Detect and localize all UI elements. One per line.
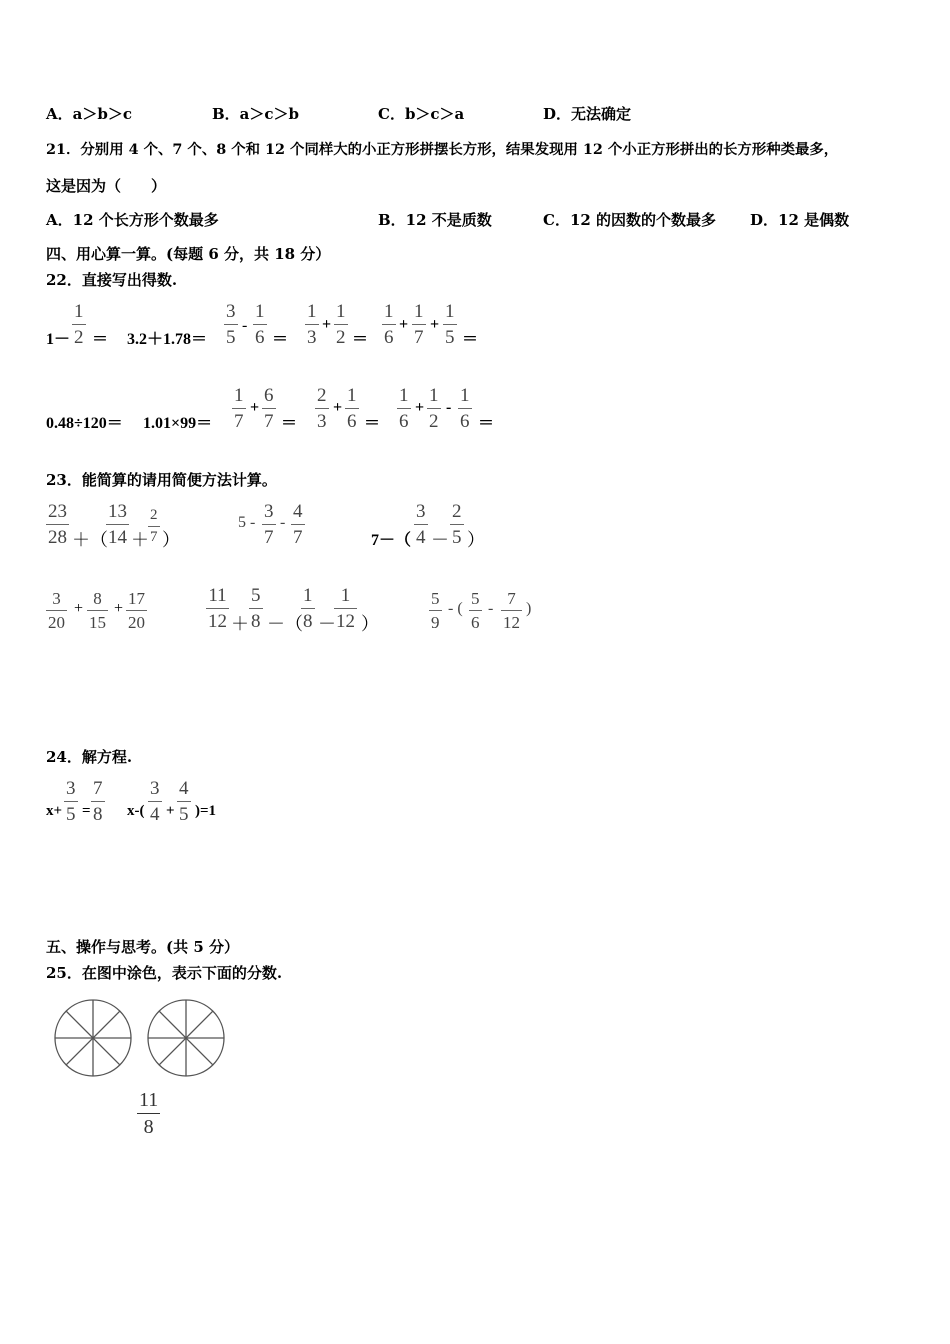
fraction: 4 5 — [179, 778, 189, 825]
fraction: 5 6 — [471, 589, 480, 632]
section-5-heading: 五、操作与思考。(共 5 分） — [46, 938, 239, 956]
fraction: 2 3 — [317, 385, 327, 432]
q25-title: 25．在图中涂色，表示下面的分数. — [46, 964, 283, 982]
q23-op: ） — [467, 530, 485, 550]
q22-op: - — [446, 399, 452, 416]
fraction: 1 6 — [460, 385, 470, 432]
q23-op: - ( — [448, 600, 463, 617]
q25-fraction: 11 8 — [139, 1089, 159, 1138]
q20-option-d: D．无法确定 — [543, 105, 632, 123]
fraction: 1 6 — [347, 385, 357, 432]
fraction: 3 4 — [150, 778, 160, 825]
q23-op: 5 - — [238, 514, 256, 531]
fraction: 1 6 — [384, 301, 394, 348]
fraction: 5 8 — [251, 585, 261, 632]
fraction: 3 5 — [66, 778, 76, 825]
q21-question-line2: 这是因为（ ） — [46, 177, 167, 195]
q23-op: ＋（ — [72, 530, 108, 550]
q22-op: + — [322, 316, 332, 333]
q22-op: ＝ — [272, 331, 289, 348]
fraction: 1 7 — [414, 301, 424, 348]
fraction: 8 15 — [89, 589, 106, 632]
fraction: 11 12 — [208, 585, 227, 632]
fraction: 1 3 — [307, 301, 317, 348]
q25-circles-diagram — [50, 996, 240, 1080]
q24-op: )=1 — [195, 803, 217, 819]
q20-option-a: A．a＞b＞c — [46, 105, 132, 123]
fraction: 6 7 — [264, 385, 274, 432]
fraction: 1 8 — [303, 585, 313, 632]
circle-eighths-1[interactable] — [55, 1000, 131, 1076]
q24-title: 24．解方程. — [46, 748, 133, 766]
q22-expr: 1.01×99＝ — [143, 415, 213, 432]
fraction: 1 7 — [234, 385, 244, 432]
q22-op: + — [250, 399, 260, 416]
fraction: 1 2 — [429, 385, 439, 432]
q23-op: － — [431, 530, 449, 550]
q20-option-c: C．b＞c＞a — [378, 105, 465, 123]
q22-op: + — [430, 316, 440, 333]
q21-question-line1: 21．分别用 4 个、7 个、8 个和 12 个同样大的小正方形拼摆长方形，结果发现用 12 个小正方形拼出的长方形种类最多， — [46, 141, 839, 158]
circle-eighths-2[interactable] — [148, 1000, 224, 1076]
q23-op: ） — [162, 530, 180, 550]
q23-title: 23．能简算的请用简便方法计算。 — [46, 471, 277, 489]
q24-op: x-( — [127, 803, 145, 819]
q20-option-b: B．a＞c＞b — [212, 105, 300, 123]
q22-expr: 0.48÷120＝ — [46, 415, 123, 432]
fraction: 5 9 — [431, 589, 440, 632]
fraction: 3 4 — [416, 501, 426, 548]
q23-op: ) — [526, 600, 532, 617]
q21-option-a: A．12 个长方形个数最多 — [46, 211, 219, 229]
fraction: 1 12 — [336, 585, 355, 632]
q24-op: x+ — [46, 803, 63, 819]
q22-op: ＝ — [352, 331, 369, 348]
q23-op: － — [318, 614, 336, 634]
q23-op: 7－（ — [371, 532, 412, 549]
q22-expr: 3.2＋1.78＝ — [127, 331, 208, 348]
section-4-heading: 四、用心算一算。(每题 6 分，共 18 分） — [46, 245, 331, 263]
q22-op: + — [415, 399, 425, 416]
fraction: 1 2 — [74, 301, 84, 348]
q22-op: ＝ — [92, 331, 109, 348]
fraction: 3 20 — [48, 589, 65, 632]
q23-op: - — [488, 600, 494, 617]
fraction: 13 14 — [108, 501, 127, 548]
fraction: 2 7 — [150, 507, 158, 545]
fraction: 7 12 — [503, 589, 520, 632]
q24-op: + — [166, 803, 175, 819]
fraction: 17 20 — [128, 589, 145, 632]
q23-op: - — [280, 514, 286, 531]
q22-op: ＝ — [478, 415, 495, 432]
q24-op: = — [82, 803, 91, 819]
q22-op: ＝ — [364, 415, 381, 432]
fraction: 1 2 — [336, 301, 346, 348]
q22-op: + — [399, 316, 409, 333]
q22-op: 1－ — [46, 331, 71, 348]
fraction: 7 8 — [93, 778, 103, 825]
q21-option-c: C．12 的因数的个数最多 — [543, 211, 717, 229]
q23-op: ） — [361, 614, 379, 634]
q21-option-d: D．12 是偶数 — [750, 211, 850, 229]
q23-op: ＋ — [231, 614, 249, 634]
fraction: 1 5 — [445, 301, 455, 348]
q22-op: - — [242, 317, 248, 334]
fraction: 1 6 — [399, 385, 409, 432]
q23-op: + — [74, 600, 84, 617]
q21-option-b: B．12 不是质数 — [378, 211, 492, 229]
q23-op: ＋ — [131, 530, 149, 550]
fraction: 2 5 — [452, 501, 462, 548]
fraction: 3 7 — [264, 501, 274, 548]
q22-op: ＝ — [281, 415, 298, 432]
fraction: 4 7 — [293, 501, 303, 548]
fraction: 23 28 — [48, 501, 67, 548]
fraction: 3 5 — [226, 301, 236, 348]
q23-op: + — [114, 600, 124, 617]
fraction: 1 6 — [255, 301, 265, 348]
q22-op: + — [333, 399, 343, 416]
q23-op: －（ — [267, 614, 303, 634]
q22-op: ＝ — [462, 331, 479, 348]
q22-title: 22．直接写出得数. — [46, 271, 178, 289]
